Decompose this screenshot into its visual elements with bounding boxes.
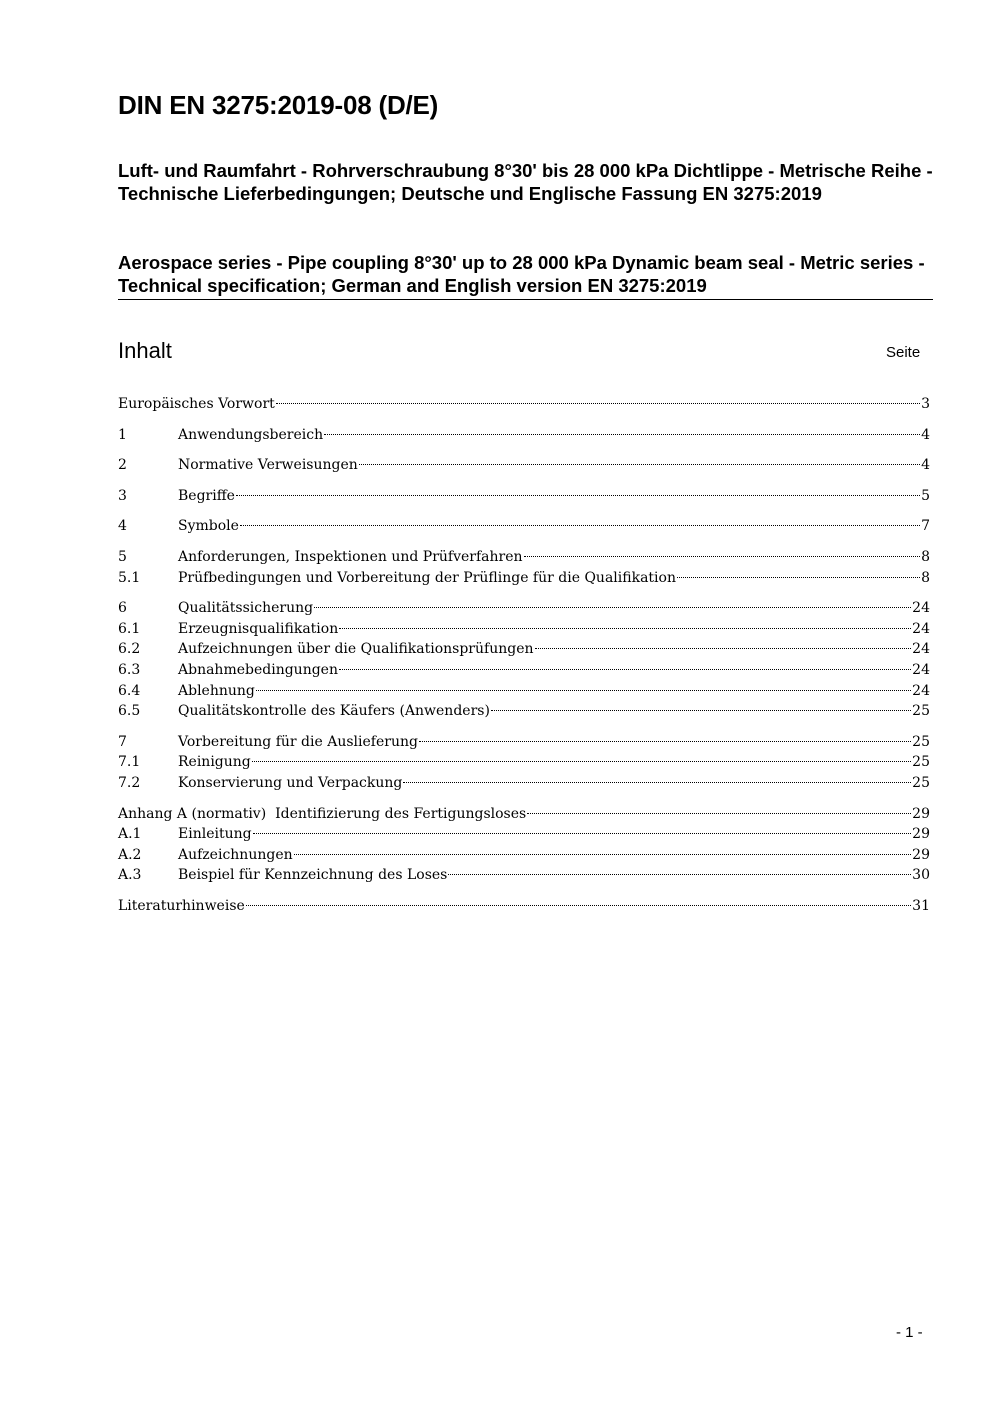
toc-leader-dots (491, 710, 911, 711)
toc-leader-dots (359, 464, 920, 465)
toc-leader-dots (324, 434, 920, 435)
toc-entry-title: Begriffe (178, 487, 235, 504)
toc-entry-page: 8 (921, 548, 930, 565)
toc-entry-5[interactable] (118, 547, 930, 568)
toc-entry-title: Abnahmebedingungen (178, 661, 338, 678)
toc-leader-dots (419, 741, 911, 742)
toc-entry-6-4[interactable] (118, 681, 930, 702)
toc-entry-page: 29 (912, 846, 930, 863)
toc-entry-bibliography[interactable] (118, 896, 930, 917)
toc-leader-dots (246, 905, 911, 906)
toc-entry-title: Reinigung (178, 754, 251, 771)
toc-entry-2[interactable] (118, 455, 930, 476)
toc-leader-dots (448, 874, 911, 875)
toc-leader-dots (253, 833, 912, 834)
document-id: DIN EN 3275:2019-08 (D/E) (118, 90, 439, 120)
toc-entry-a-2[interactable] (118, 845, 930, 866)
toc-entry-a-3[interactable] (118, 865, 930, 886)
toc-leader-dots (339, 669, 911, 670)
toc-entry-title: Beispiel für Kennzeichnung des Loses (178, 867, 448, 884)
toc-page-label: Seite (886, 344, 921, 361)
toc-entry-number: 6.4 (118, 682, 141, 699)
toc-entry-4[interactable] (118, 516, 930, 537)
toc-entry-number: 5 (118, 548, 127, 565)
toc-entry-page: 25 (912, 754, 930, 771)
toc-entry-number: 7.2 (118, 774, 141, 791)
toc-leader-dots (314, 607, 911, 608)
toc-entry-page: 31 (912, 897, 930, 914)
toc-entry-title: Symbole (178, 518, 239, 535)
toc-leader-dots (535, 648, 912, 649)
toc-entry-title: Qualitätskontrolle des Käufers (Anwenders) (178, 703, 490, 720)
toc-leader-dots (256, 690, 911, 691)
toc-entry-page: 24 (912, 600, 930, 617)
toc-entry-6-1[interactable] (118, 619, 930, 640)
toc-leader-dots (527, 813, 911, 814)
toc-entry-page: 25 (912, 733, 930, 750)
toc-entry-title: Erzeugnisqualifikation (178, 620, 339, 637)
toc-entry-6-5[interactable] (118, 701, 930, 722)
toc-entry-5-1[interactable] (118, 568, 930, 589)
toc-entry-page: 30 (912, 867, 930, 884)
toc-entry-page: 5 (921, 487, 930, 504)
toc-entry-number: 6.5 (118, 703, 141, 720)
toc-entry-7-2[interactable] (118, 773, 930, 794)
toc-entry-title: Prüfbedingungen und Vorbereitung der Prüflinge für die Qualifikation (178, 569, 676, 586)
toc-entry-6[interactable] (118, 598, 930, 619)
toc-entry-number: A.3 (118, 867, 142, 884)
toc-entry-foreword[interactable] (118, 394, 930, 415)
toc-entry-7-1[interactable] (118, 752, 930, 773)
toc-entry-annex-a[interactable] (118, 804, 930, 825)
table-of-contents (118, 394, 930, 916)
toc-entry-number: 7 (118, 733, 127, 750)
toc-entry-number: A.2 (118, 846, 142, 863)
toc-entry-title: Anhang A (normativ) Identifizierung des Fertigungsloses (118, 805, 527, 822)
toc-entry-number: 6.3 (118, 661, 141, 678)
toc-entry-title: Europäisches Vorwort (118, 396, 275, 412)
toc-entry-title: Anwendungsbereich (178, 426, 324, 443)
toc-entry-1[interactable] (118, 425, 930, 446)
toc-leader-dots (276, 403, 920, 404)
toc-leader-dots (677, 577, 920, 578)
toc-entry-title: Aufzeichnungen (178, 846, 293, 863)
toc-leader-dots (403, 782, 911, 783)
toc-entry-3[interactable] (118, 486, 930, 507)
toc-leader-dots (236, 495, 920, 496)
toc-entry-title: Vorbereitung für die Auslieferung (178, 733, 418, 750)
toc-entry-page: 8 (921, 569, 930, 586)
toc-entry-page: 4 (921, 426, 930, 443)
toc-entry-title: Konservierung und Verpackung (178, 774, 403, 791)
toc-entry-number: 6.2 (118, 641, 141, 658)
toc-entry-7[interactable] (118, 732, 930, 753)
toc-leader-dots (252, 761, 911, 762)
toc-entry-page: 7 (921, 518, 930, 535)
toc-entry-title: Aufzeichnungen über die Qualifikationsprüfungen (178, 641, 534, 658)
toc-entry-number: 7.1 (118, 754, 141, 771)
toc-entry-page: 24 (912, 682, 930, 699)
page-number: - 1 - (896, 1324, 923, 1341)
toc-entry-title: Qualitätssicherung (178, 600, 314, 617)
toc-entry-number: 6.1 (118, 620, 141, 637)
toc-entry-page: 29 (912, 826, 930, 843)
toc-entry-title: Normative Verweisungen (178, 457, 358, 474)
toc-entry-number: 1 (118, 426, 127, 443)
toc-entry-title: Literaturhinweise (118, 897, 245, 914)
toc-leader-dots (240, 525, 920, 526)
toc-leader-dots (294, 854, 912, 855)
toc-entry-number: 4 (118, 518, 127, 535)
toc-entry-number: 6 (118, 600, 127, 617)
toc-entry-title: Anforderungen, Inspektionen und Prüfverfahren (178, 548, 523, 565)
toc-entry-title: Ablehnung (178, 682, 255, 699)
toc-heading: Inhalt (118, 338, 172, 363)
title-german: Luft- und Raumfahrt - Rohrverschraubung 8°30' bis 28 000 kPa Dichtlippe - Metrische Reihe - Technische Lieferbedingungen; Deutsche und Englische Fassung EN 3275:2019 (118, 160, 933, 204)
toc-entry-page: 25 (912, 774, 930, 791)
toc-entry-a-1[interactable] (118, 824, 930, 845)
toc-entry-number: 3 (118, 487, 127, 504)
toc-entry-page: 24 (912, 620, 930, 637)
toc-entry-page: 25 (912, 703, 930, 720)
toc-entry-title: Einleitung (178, 826, 252, 843)
toc-entry-page: 29 (912, 805, 930, 822)
toc-entry-page: 4 (921, 457, 930, 474)
toc-entry-page: 24 (912, 661, 930, 678)
title-english: Aerospace series - Pipe coupling 8°30' up to 28 000 kPa Dynamic beam seal - Metric series - Technical specification; German and English version EN 3275:2019 (118, 251, 933, 300)
toc-entry-page: 3 (921, 396, 930, 412)
toc-entry-6-2[interactable] (118, 639, 930, 660)
toc-entry-number: 5.1 (118, 569, 141, 586)
toc-entry-6-3[interactable] (118, 660, 930, 681)
toc-leader-dots (524, 556, 921, 557)
toc-leader-dots (339, 628, 911, 629)
toc-entry-number: A.1 (118, 826, 142, 843)
toc-entry-number: 2 (118, 457, 127, 474)
toc-entry-page: 24 (912, 641, 930, 658)
